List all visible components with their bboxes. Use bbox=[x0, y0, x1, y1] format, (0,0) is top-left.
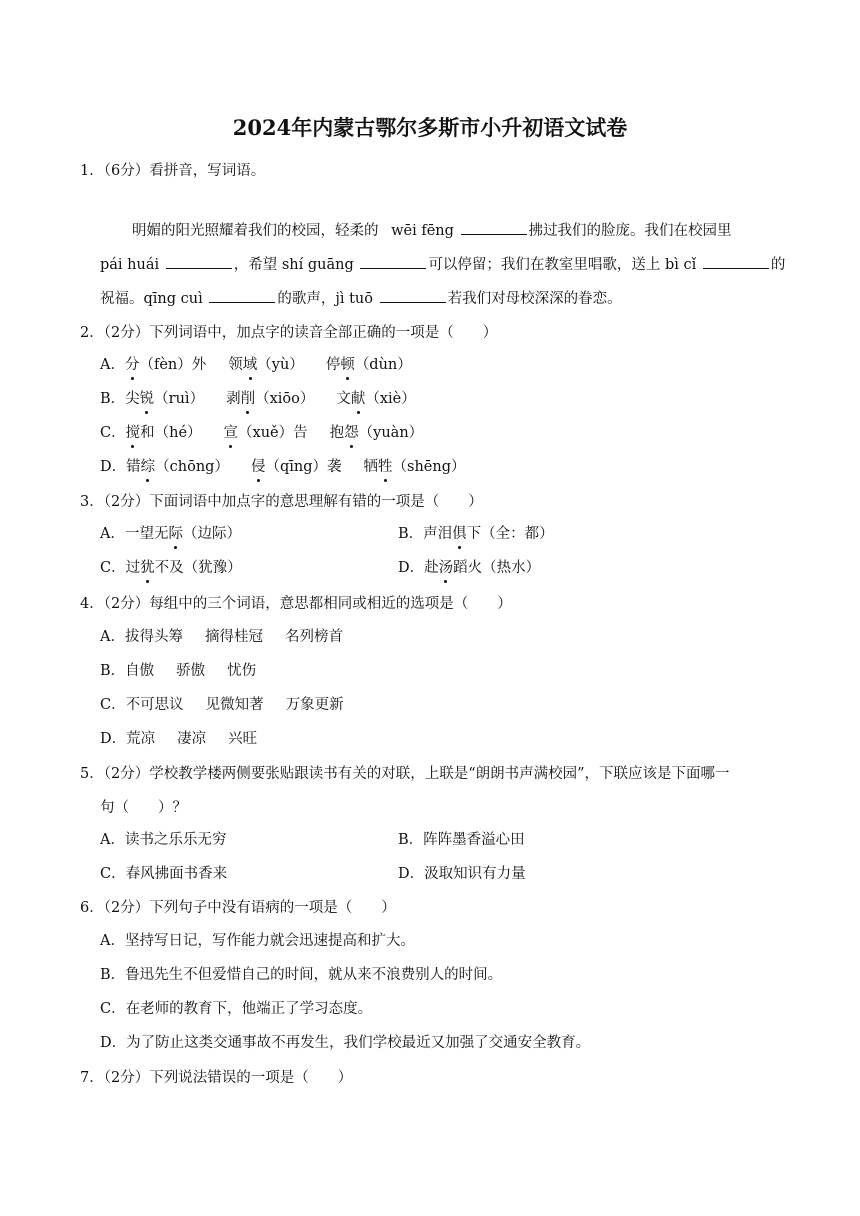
answer-blank-6[interactable] bbox=[380, 288, 446, 303]
option-text: D．荒凉 bbox=[100, 731, 156, 747]
question-6-option-c[interactable]: C．在老师的教育下，他端正了学习态度。 bbox=[100, 1001, 373, 1017]
dotted-char: 顿 bbox=[340, 354, 355, 376]
question-1-line-1 bbox=[132, 220, 732, 242]
option-text: B．尖 bbox=[100, 391, 140, 407]
question-1-line-3 bbox=[100, 288, 622, 310]
option-text: B．声泪 bbox=[398, 526, 453, 542]
option-text: （chōng） bbox=[155, 459, 229, 475]
question-6-option-b[interactable]: B．鲁迅先生不但爱惜自己的时间，就从来不浪费别人的时间。 bbox=[100, 967, 503, 983]
question-6-heading: 6．（2分）下列句子中没有语病的一项是（ ） bbox=[80, 900, 396, 916]
q1-text: 拂过我们的脸庞。我们在校园里 bbox=[528, 223, 732, 239]
question-5-option-a[interactable]: A．读书之乐乐无穷 bbox=[100, 832, 227, 848]
question-4-heading: 4．（2分）每组中的三个词语，意思都相同或相近的选项是（ ） bbox=[80, 596, 512, 612]
option-text: 蹈火（热水） bbox=[453, 560, 541, 576]
question-5-option-d[interactable]: D．汲取知识有力量 bbox=[398, 866, 526, 882]
question-6-option-d[interactable]: D．为了防止这类交通事故不再发生，我们学校最近又加强了交通安全教育。 bbox=[100, 1035, 591, 1051]
question-2-option-d[interactable] bbox=[100, 456, 465, 478]
option-text: D．错 bbox=[100, 459, 141, 475]
dotted-char: 域 bbox=[243, 354, 258, 376]
pinyin-paihuai: pái huái bbox=[100, 257, 160, 273]
q1-text: 明媚的阳光照耀着我们的校园，轻柔的 bbox=[132, 223, 379, 239]
option-text: （xiōo） bbox=[255, 391, 315, 407]
q1-text: 若我们对母校深深的眷恋。 bbox=[447, 291, 622, 307]
q1-text: 可以停留；我们在教室里唱歌，送上 bbox=[428, 257, 661, 273]
question-3-option-c[interactable] bbox=[100, 557, 242, 579]
pinyin-weifeng: wēi fēng bbox=[391, 223, 454, 239]
option-text: 万象更新 bbox=[285, 697, 344, 713]
pinyin-shiguang: shí guāng bbox=[281, 257, 354, 273]
option-text: （yù） bbox=[257, 357, 304, 373]
option-text: 名列榜首 bbox=[284, 629, 343, 645]
answer-blank-4[interactable] bbox=[703, 254, 769, 269]
option-text: （xiè） bbox=[365, 391, 416, 407]
option-text: 剥 bbox=[226, 391, 241, 407]
q1-text: ，希望 bbox=[233, 257, 278, 273]
question-2-option-a[interactable] bbox=[100, 354, 412, 376]
answer-blank-3[interactable] bbox=[360, 254, 426, 269]
dotted-char: 汤 bbox=[439, 557, 454, 579]
question-7-heading: 7．（2分）下列说法错误的一项是（ ） bbox=[80, 1070, 353, 1086]
pinyin-jituo: jì tuō bbox=[335, 291, 373, 307]
option-text: B．自傲 bbox=[100, 663, 155, 679]
question-5-option-b[interactable]: B．阵阵墨香溢心田 bbox=[398, 832, 525, 848]
answer-blank-1[interactable] bbox=[461, 220, 527, 235]
option-text: 兴旺 bbox=[228, 731, 258, 747]
option-text: 下（全：都） bbox=[466, 526, 554, 542]
option-text: C．过 bbox=[100, 560, 141, 576]
dotted-char: 牲 bbox=[378, 456, 393, 478]
dotted-char: 侵 bbox=[251, 456, 266, 478]
question-5-option-c[interactable]: C．春风拂面书香来 bbox=[100, 866, 228, 882]
pinyin-bici: bì cǐ bbox=[665, 257, 697, 273]
option-text: 和（hé） bbox=[140, 425, 202, 441]
option-text: A．一望无 bbox=[100, 526, 169, 542]
dotted-char: 献 bbox=[351, 388, 366, 410]
question-4-option-b[interactable] bbox=[100, 660, 256, 682]
dotted-char: 搅 bbox=[126, 422, 141, 444]
option-text: 领 bbox=[228, 357, 243, 373]
question-3-option-d[interactable] bbox=[398, 557, 540, 579]
answer-blank-2[interactable] bbox=[166, 254, 232, 269]
q1-text: 的歌声， bbox=[277, 291, 336, 307]
option-text: （fèn）外 bbox=[139, 357, 207, 373]
question-2-heading: 2．（2分）下列词语中，加点字的读音全部正确的一项是（ ） bbox=[80, 325, 498, 341]
option-text: 牺 bbox=[363, 459, 378, 475]
option-text: （shēng） bbox=[392, 459, 466, 475]
option-letter: C． bbox=[100, 425, 126, 441]
option-text: 抱 bbox=[329, 425, 345, 441]
q1-text: 祝福。 bbox=[100, 291, 144, 307]
option-letter: A． bbox=[100, 357, 125, 373]
pinyin-qingcui: qīng cuì bbox=[143, 291, 203, 307]
option-text: 忧伤 bbox=[227, 663, 257, 679]
option-text: 凄凉 bbox=[177, 731, 207, 747]
question-2-option-c[interactable] bbox=[100, 422, 423, 444]
dotted-char: 俱 bbox=[452, 523, 467, 545]
page-title: 2024年内蒙古鄂尔多斯市小升初语文试卷 bbox=[232, 115, 628, 140]
question-3-option-a[interactable] bbox=[100, 523, 241, 545]
dotted-char: 宣 bbox=[224, 422, 239, 444]
option-text: （边际） bbox=[182, 526, 241, 542]
option-text: （qīng）袭 bbox=[265, 459, 342, 475]
dotted-char: 锐 bbox=[140, 388, 155, 410]
option-text: （yuàn） bbox=[358, 425, 424, 441]
option-text: 见微知著 bbox=[205, 697, 264, 713]
option-text: 文 bbox=[336, 391, 351, 407]
dotted-char: 犹 bbox=[140, 557, 155, 579]
question-1-line-2 bbox=[100, 254, 785, 276]
dotted-char: 怨 bbox=[344, 422, 359, 444]
dotted-char: 综 bbox=[141, 456, 156, 478]
answer-blank-5[interactable] bbox=[209, 288, 275, 303]
q1-text: 的 bbox=[770, 257, 786, 273]
option-text: 骄傲 bbox=[176, 663, 206, 679]
question-1-heading: 1．（6分）看拼音，写词语。 bbox=[80, 163, 266, 179]
option-text: 停 bbox=[325, 357, 341, 373]
question-4-option-a[interactable] bbox=[100, 626, 343, 648]
question-4-option-c[interactable] bbox=[100, 694, 344, 716]
question-6-option-a[interactable]: A．坚持写日记，写作能力就会迅速提高和扩大。 bbox=[100, 933, 415, 949]
dotted-char: 分 bbox=[125, 354, 140, 376]
option-text: C．不可思议 bbox=[100, 697, 184, 713]
question-2-option-b[interactable] bbox=[100, 388, 416, 410]
option-text: （xuě）告 bbox=[238, 425, 308, 441]
option-text: （ruì） bbox=[154, 391, 205, 407]
option-text: 摘得桂冠 bbox=[204, 629, 263, 645]
option-text: 不及（犹豫） bbox=[154, 560, 242, 576]
question-5-heading: 5．（2分）学校教学楼两侧要张贴跟读书有关的对联，上联是“朗朗书声满校园”，下联应该是下面哪一 bbox=[80, 766, 730, 782]
option-text: A．拔得头筹 bbox=[100, 629, 183, 645]
option-text: D．赴 bbox=[398, 560, 439, 576]
question-3-option-b[interactable] bbox=[398, 523, 554, 545]
dotted-char: 际 bbox=[168, 523, 183, 545]
dotted-char: 削 bbox=[241, 388, 256, 410]
option-text: （dùn） bbox=[354, 357, 412, 373]
question-5-heading-cont: 句（ ）？ bbox=[100, 800, 187, 816]
question-4-option-d[interactable] bbox=[100, 728, 257, 750]
question-3-heading: 3．（2分）下面词语中加点字的意思理解有错的一项是（ ） bbox=[80, 494, 483, 510]
